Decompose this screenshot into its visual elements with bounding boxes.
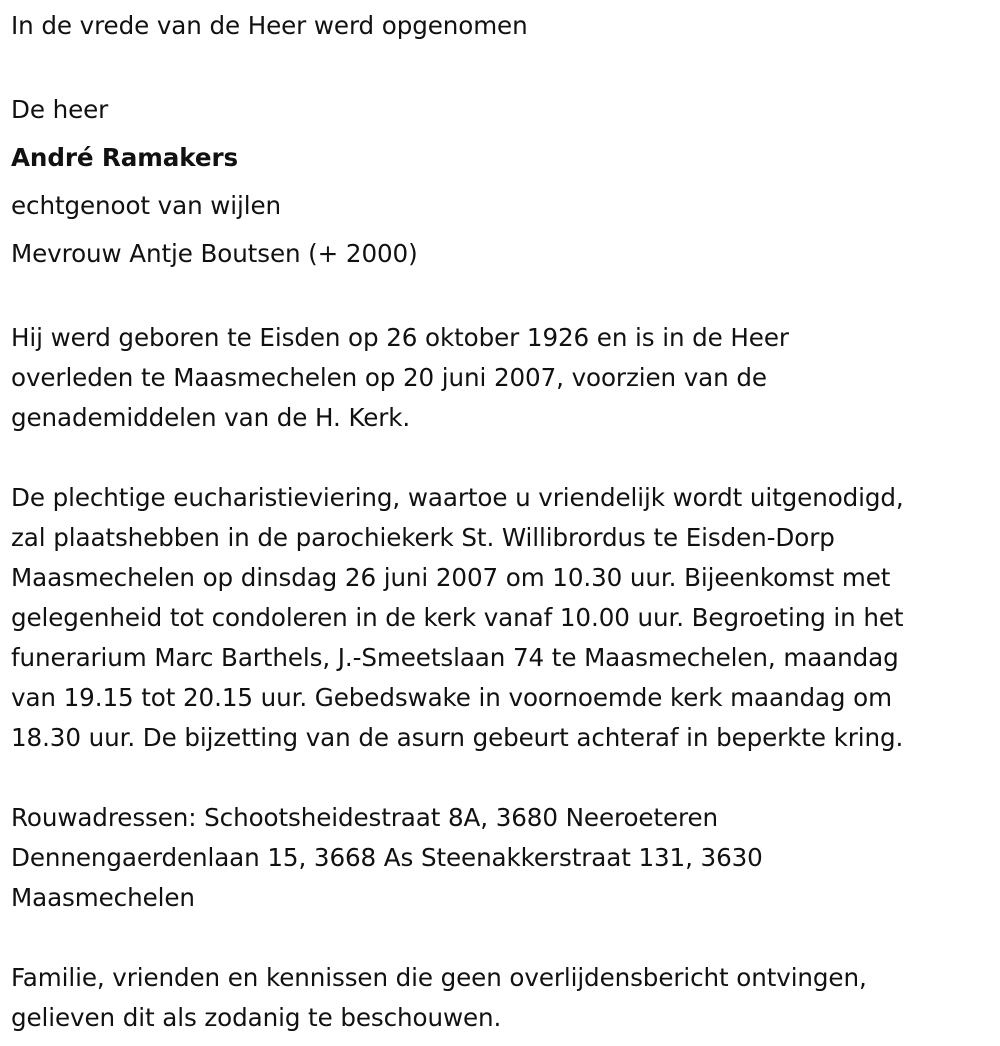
- paragraph-line: zal plaatshebben in de parochiekerk St. Willibrordus te Eisden-Dorp: [11, 523, 835, 552]
- spacer: [11, 918, 996, 958]
- addresses-paragraph: [11, 798, 996, 918]
- paragraph-line: 18.30 uur. De bijzetting van de asurn gebeurt achteraf in beperkte kring.: [11, 723, 904, 752]
- paragraph-line: Maasmechelen op dinsdag 26 juni 2007 om 10.30 uur. Bijeenkomst met: [11, 563, 891, 592]
- paragraph-line: De plechtige eucharistieviering, waartoe u vriendelijk wordt uitgenodigd,: [11, 483, 904, 512]
- paragraph-line: gelieven dit als zodanig te beschouwen.: [11, 1003, 502, 1032]
- paragraph-line: gelegenheid tot condoleren in de kerk vanaf 10.00 uur. Begroeting in het: [11, 603, 904, 632]
- paragraph-line: Hij werd geboren te Eisden op 26 oktober 1926 en is in de Heer: [11, 323, 789, 352]
- birth-death-paragraph: [11, 318, 996, 438]
- paragraph-line: Dennengaerdenlaan 15, 3668 As Steenakkerstraat 131, 3630: [11, 843, 763, 872]
- spacer: [11, 758, 996, 798]
- paragraph-line: Familie, vrienden en kennissen die geen overlijdensbericht ontvingen,: [11, 963, 867, 992]
- paragraph-line: van 19.15 tot 20.15 uur. Gebedswake in voornoemde kerk maandag om: [11, 683, 892, 712]
- obituary-notice: [11, 6, 996, 1038]
- paragraph-line: Maasmechelen: [11, 883, 195, 912]
- paragraph-line: genademiddelen van de H. Kerk.: [11, 403, 411, 432]
- closing-paragraph: [11, 958, 996, 1038]
- paragraph-line: overleden te Maasmechelen op 20 juni 2007, voorzien van de: [11, 363, 767, 392]
- paragraph-line: Rouwadressen: Schootsheidestraat 8A, 3680 Neeroeteren: [11, 803, 718, 832]
- spacer: [11, 278, 996, 318]
- deceased-name: André Ramakers: [11, 143, 239, 172]
- intro-line: In de vrede van de Heer werd opgenomen: [11, 11, 528, 40]
- spacer: [11, 438, 996, 478]
- paragraph-line: funerarium Marc Barthels, J.-Smeetslaan 74 te Maasmechelen, maandag: [11, 643, 899, 672]
- spouse-line: Mevrouw Antje Boutsen (+ 2000): [11, 239, 418, 268]
- spacer: [11, 46, 996, 86]
- ceremony-paragraph: [11, 478, 996, 758]
- salutation: De heer: [11, 95, 109, 124]
- relation-line: echtgenoot van wijlen: [11, 191, 282, 220]
